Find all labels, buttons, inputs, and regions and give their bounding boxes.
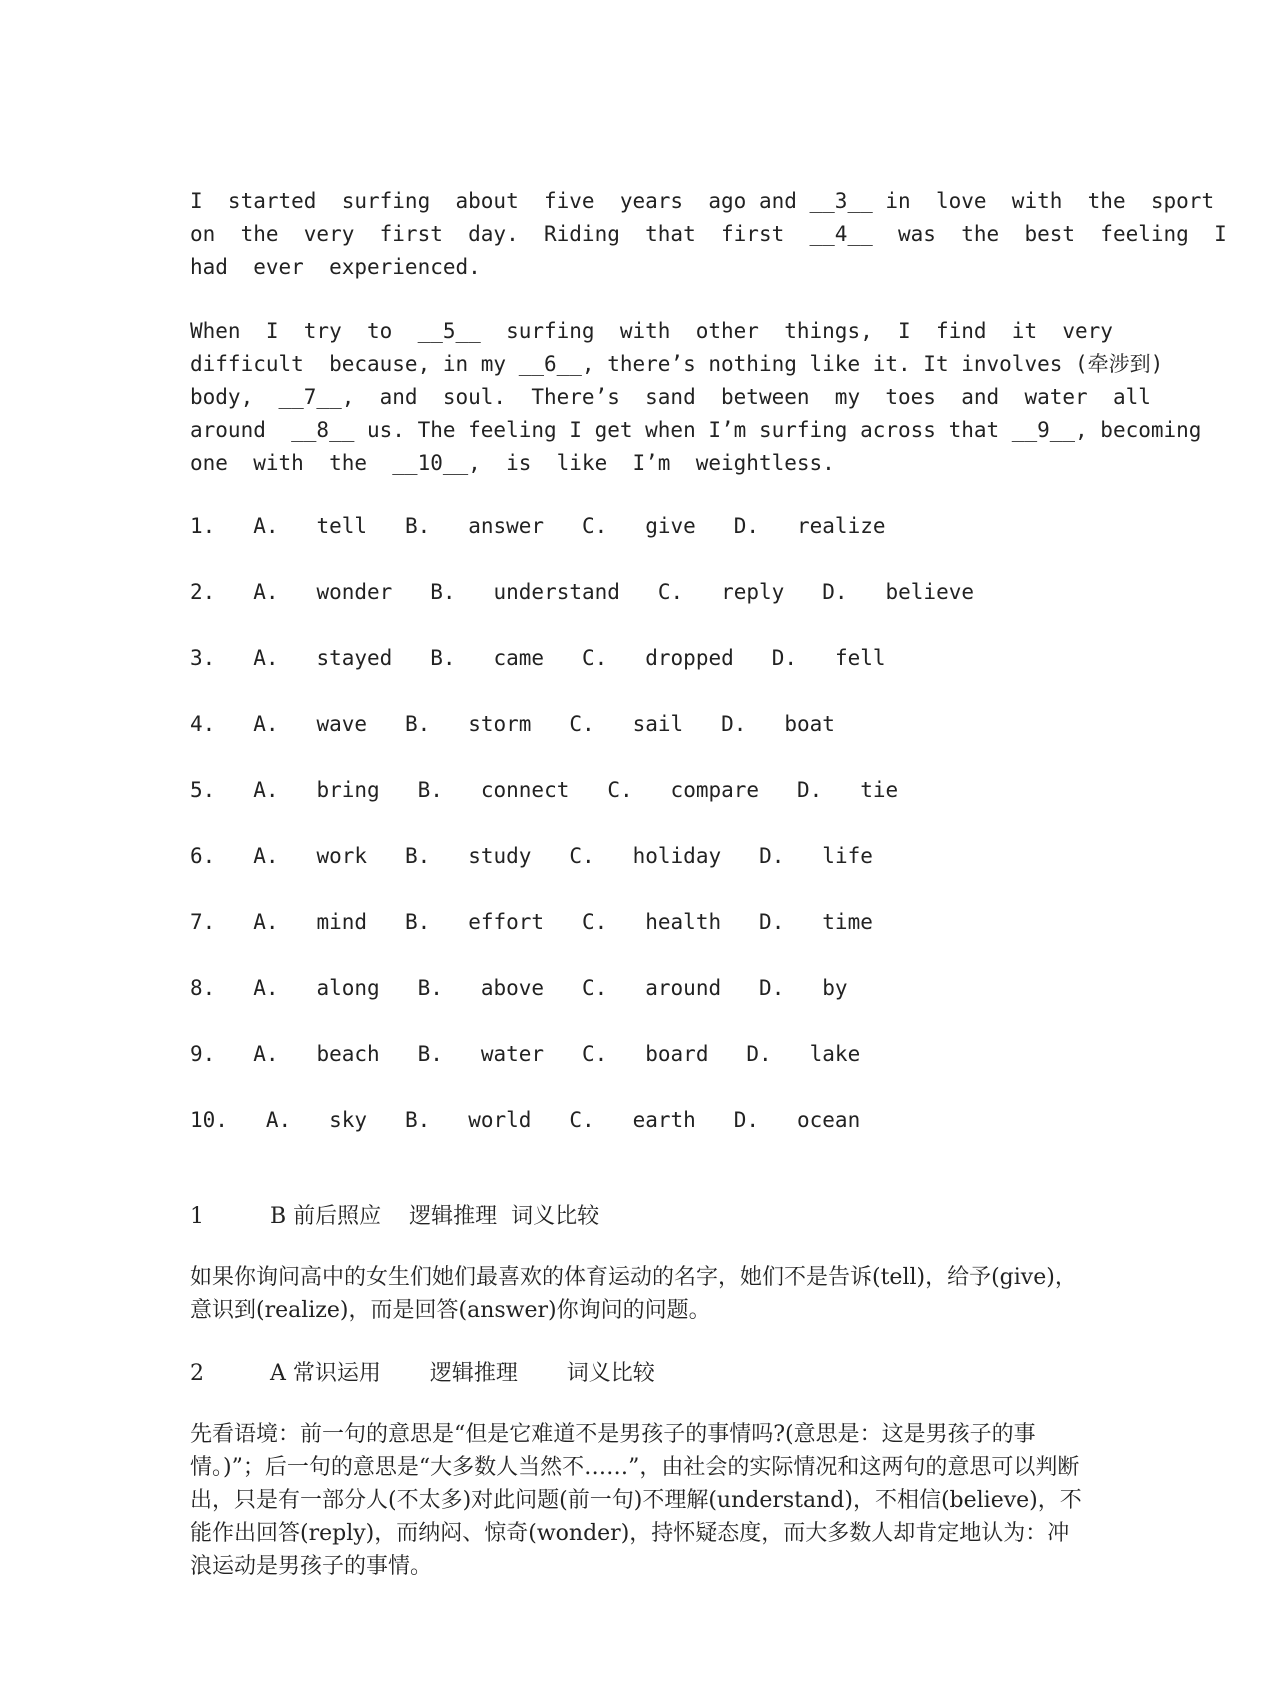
option-c-label: C. <box>569 712 595 736</box>
analysis-heading <box>190 1200 1090 1233</box>
option-a: along <box>316 976 380 1000</box>
option-c-label: C. <box>582 646 608 670</box>
option-b: water <box>480 1042 545 1066</box>
question-row <box>190 576 1230 609</box>
option-c-label: C. <box>582 976 608 1000</box>
option-a-label: A. <box>253 976 279 1000</box>
option-b: connect <box>480 778 570 802</box>
option-d: time <box>822 910 873 934</box>
option-b-label: B. <box>417 1042 443 1066</box>
analysis-explanation: 如果你询问高中的女生们她们最喜欢的体育运动的名字，她们不是告诉(tell)，给予(give)，意识到(realize)，而是回答(answer)你询问的问题。 <box>190 1265 1077 1323</box>
analysis-number: 2 <box>190 1361 204 1386</box>
option-a: sky <box>329 1108 368 1132</box>
option-a-label: A. <box>253 580 279 604</box>
option-b-label: B. <box>404 910 431 934</box>
option-c-label: C. <box>582 514 608 538</box>
option-d: realize <box>797 514 886 538</box>
question-row <box>190 906 1230 939</box>
option-a: mind <box>316 910 368 934</box>
option-a: wave <box>316 712 368 736</box>
question-number: 4. <box>190 712 216 736</box>
question-row <box>190 972 1230 1005</box>
option-a: tell <box>316 514 368 538</box>
option-b: study <box>468 844 532 868</box>
option-a: beach <box>316 1042 380 1066</box>
question-list <box>190 510 1230 1137</box>
option-d-label: D. <box>771 646 797 670</box>
option-b: storm <box>468 712 532 736</box>
option-d-label: D. <box>759 976 785 1000</box>
option-a-label: A. <box>253 514 279 538</box>
question-number: 7. <box>190 910 216 934</box>
option-b: understand <box>493 580 620 604</box>
option-d: life <box>822 844 873 868</box>
option-d: by <box>822 976 848 1000</box>
option-b-label: B. <box>417 976 443 1000</box>
question-row <box>190 840 1230 873</box>
option-d-label: D. <box>746 1042 772 1066</box>
option-b: world <box>468 1108 532 1132</box>
option-d-label: D. <box>733 514 760 538</box>
option-d-label: D. <box>733 1108 760 1132</box>
option-d: tie <box>860 778 899 802</box>
question-number: 1. <box>190 514 216 538</box>
option-a: bring <box>316 778 380 802</box>
question-row <box>190 1104 1230 1137</box>
option-b-label: B. <box>404 1108 431 1132</box>
option-d: believe <box>885 580 975 604</box>
question-number: 6. <box>190 844 216 868</box>
option-b: above <box>480 976 545 1000</box>
option-d: fell <box>834 646 886 670</box>
analysis-tags: B 前后照应 逻辑推理 词义比较 <box>270 1204 600 1229</box>
option-c: health <box>645 910 722 934</box>
option-b-label: B. <box>404 514 431 538</box>
option-c: holiday <box>632 844 722 868</box>
option-b-label: B. <box>404 712 431 736</box>
question-number: 2. <box>190 580 216 604</box>
option-c: compare <box>670 778 760 802</box>
analysis-section <box>190 1200 1090 1613</box>
option-c-label: C. <box>657 580 684 604</box>
option-d: lake <box>809 1042 861 1066</box>
option-c: dropped <box>645 646 734 670</box>
option-a: work <box>316 844 368 868</box>
question-row <box>190 774 1230 807</box>
option-b: effort <box>468 910 545 934</box>
question-number: 8. <box>190 976 216 1000</box>
analysis-tags: A 常识运用 逻辑推理 词义比较 <box>270 1361 655 1386</box>
analysis-number: 1 <box>190 1204 204 1229</box>
question-row <box>190 708 1230 741</box>
option-b: came <box>493 646 545 670</box>
option-c: around <box>645 976 722 1000</box>
passage-paragraph-2: When I try to __5__ surfing with other things, I find it very difficult because, in my __6__, there’s nothing like it. It involves (牵涉到) body, __7__, and soul. There’s sand between my toes and water all around __8__ us. The feeling I get when I’m surfing across that __9__, becoming one with the __10__, is like I’m weightless. <box>190 319 1227 475</box>
option-c-label: C. <box>607 778 633 802</box>
option-c: earth <box>632 1108 696 1132</box>
option-c-label: C. <box>582 1042 608 1066</box>
option-c-label: C. <box>582 910 608 934</box>
option-a-label: A. <box>253 778 279 802</box>
option-d-label: D. <box>797 778 823 802</box>
option-a-label: A. <box>253 646 279 670</box>
passage-section <box>190 185 1253 1170</box>
option-d: ocean <box>797 1108 861 1132</box>
passage-paragraph-1: I started surfing about five years ago and __3__ in love with the sport on the very first day. Riding that first __4__ was the best feeling I had ever experienced. <box>190 189 1253 279</box>
question-row <box>190 642 1230 675</box>
option-b-label: B. <box>430 646 456 670</box>
question-number: 9. <box>190 1042 216 1066</box>
option-c-label: C. <box>569 1108 595 1132</box>
option-c-label: C. <box>569 844 595 868</box>
option-a-label: A. <box>253 1042 279 1066</box>
question-row <box>190 1038 1230 1071</box>
question-row <box>190 510 1230 543</box>
option-d-label: D. <box>721 712 747 736</box>
question-number: 3. <box>190 646 216 670</box>
option-b-label: B. <box>417 778 443 802</box>
analysis-heading <box>190 1357 1090 1390</box>
option-d-label: D. <box>822 580 848 604</box>
option-a-label: A. <box>253 844 279 868</box>
option-c: reply <box>721 580 785 604</box>
option-b-label: B. <box>404 844 431 868</box>
option-a-label: A. <box>253 712 279 736</box>
option-b: answer <box>468 514 545 538</box>
option-a-label: A. <box>253 910 279 934</box>
option-c: sail <box>632 712 684 736</box>
option-a: wonder <box>316 580 393 604</box>
option-a: stayed <box>316 646 393 670</box>
option-d-label: D. <box>759 844 785 868</box>
option-c: board <box>645 1042 709 1066</box>
option-c: give <box>645 514 696 538</box>
option-b-label: B. <box>430 580 456 604</box>
analysis-explanation: 先看语境：前一句的意思是“但是它难道不是男孩子的事情吗?(意思是：这是男孩子的事情。)”；后一句的意思是“大多数人当然不……”，由社会的实际情况和这两句的意思可以判断出，只是有一部分人(不太多)对此问题(前一句)不理解(understand)，不相信(believe)，不能作出回答(reply)，而纳闷、惊奇(wonder)，持怀疑态度，而大多数人却肯定地认为：冲浪运动是男孩子的事情。 <box>190 1422 1082 1579</box>
question-number: 5. <box>190 778 216 802</box>
option-d: boat <box>784 712 835 736</box>
option-d-label: D. <box>759 910 785 934</box>
option-a-label: A. <box>265 1108 292 1132</box>
question-number: 10. <box>190 1108 228 1132</box>
